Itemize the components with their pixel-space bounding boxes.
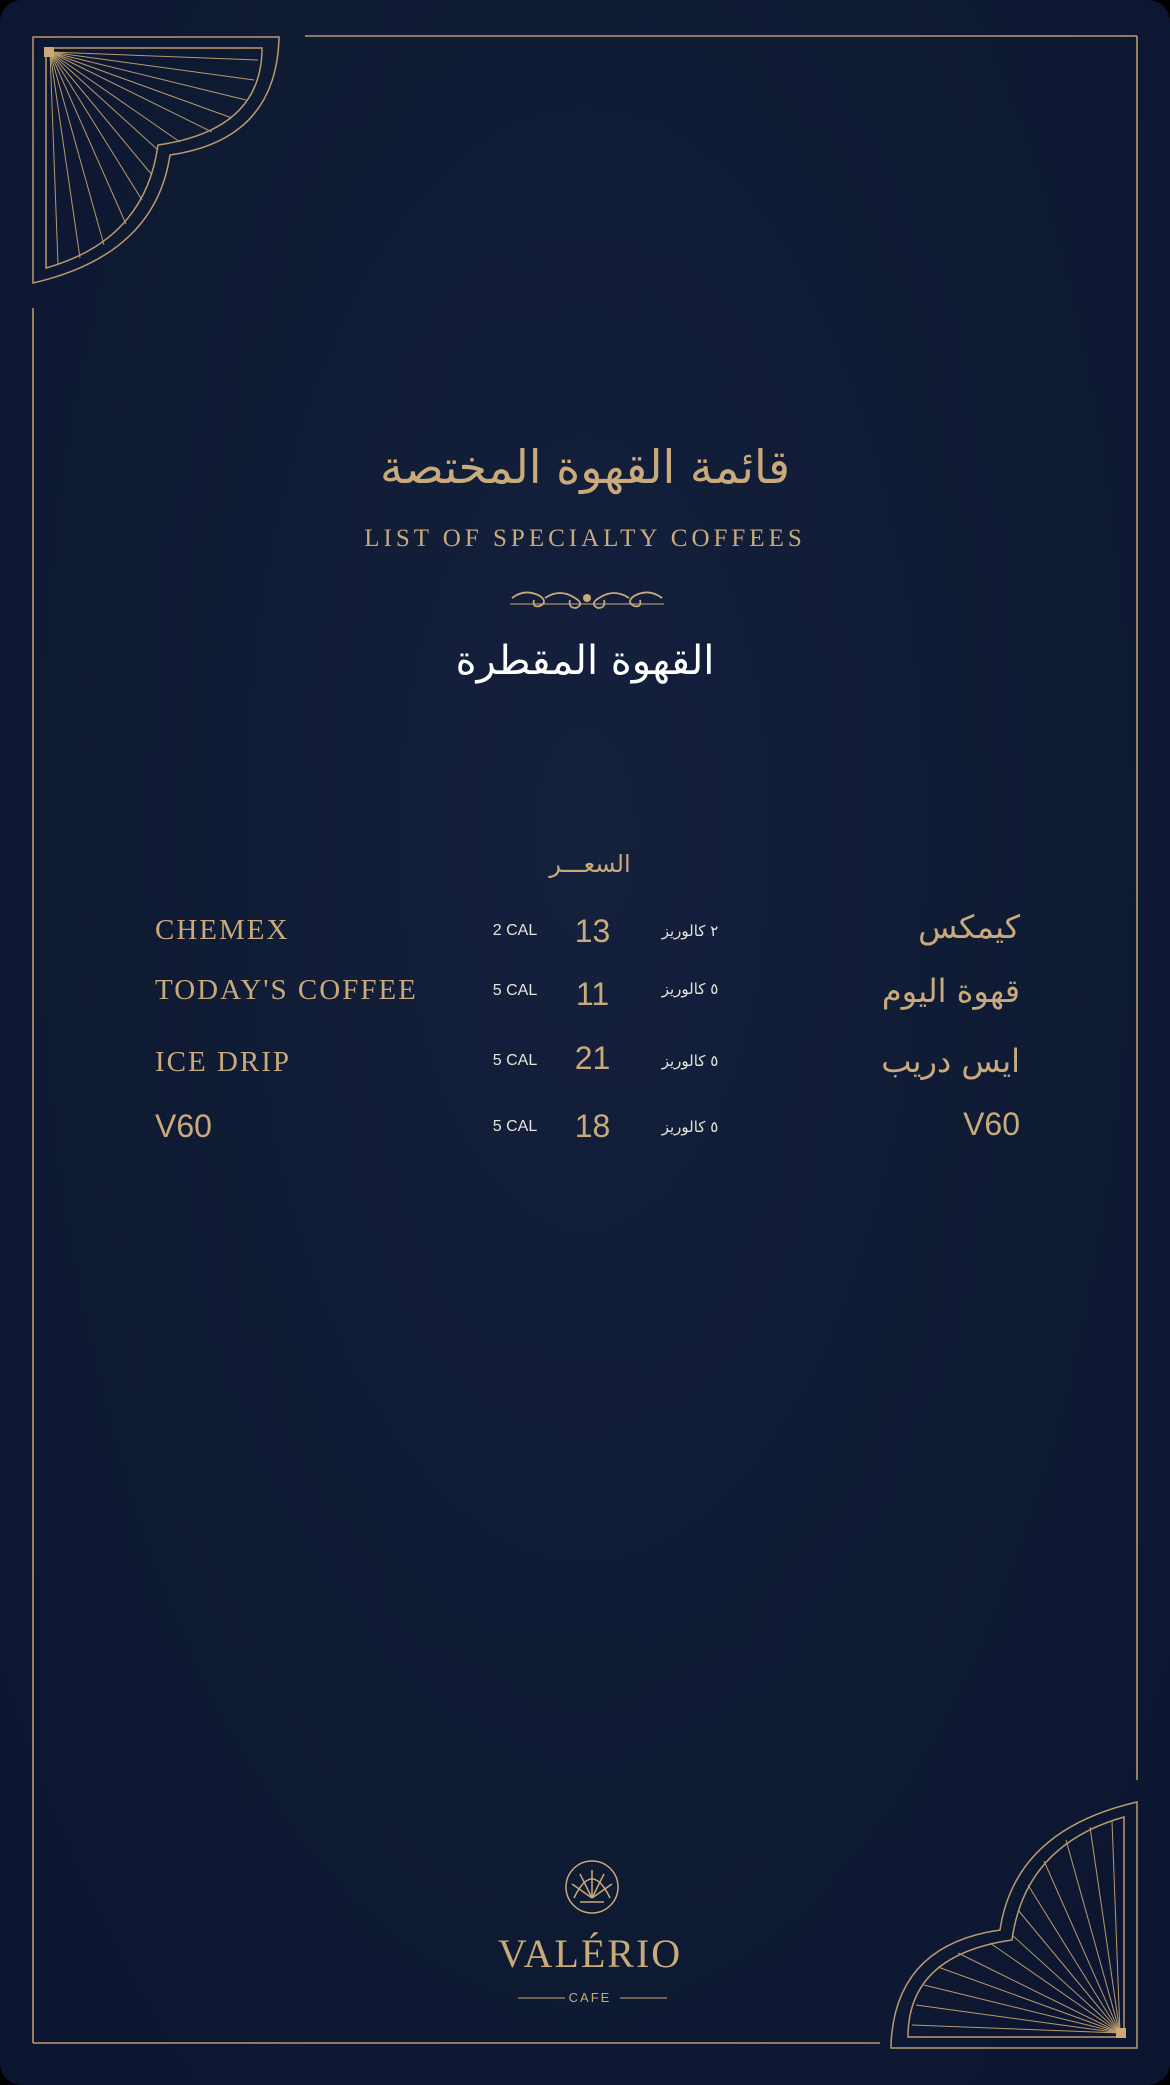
price-column-header: السعـــر (549, 850, 631, 878)
scroll-flourish-icon (510, 592, 664, 608)
menu-title-english: LIST OF SPECIALTY COFFEES (364, 525, 806, 552)
item-name-english: ICE DRIP (155, 1046, 292, 1078)
brand-subtitle: CAFE (568, 1990, 612, 2005)
shell-logo-icon (566, 1861, 618, 1913)
item-calories-arabic: ٥ كالوريز (661, 1052, 719, 1070)
item-price: 21 (574, 1040, 611, 1076)
item-name-english: V60 (155, 1108, 212, 1144)
menu-title-arabic: قائمة القهوة المختصة (380, 440, 790, 494)
item-calories-english: 5 CAL (492, 1118, 538, 1135)
item-price: 11 (575, 976, 610, 1012)
brand-name: VALÉRIO (497, 1931, 683, 1976)
item-name-arabic: قهوة اليوم (881, 972, 1020, 1010)
item-calories-english: 5 CAL (492, 1052, 538, 1069)
menu-item-row (0, 968, 1170, 1028)
item-calories-arabic: ٢ كالوريز (661, 922, 719, 940)
item-name-english: CHEMEX (155, 914, 290, 946)
item-calories-english: 2 CAL (492, 922, 538, 939)
corner-fan-top-left-icon (33, 37, 279, 283)
item-name-english: TODAY'S COFFEE (155, 974, 418, 1006)
item-price: 18 (574, 1108, 611, 1144)
item-name-arabic: ايس دريب (881, 1042, 1020, 1080)
item-calories-arabic: ٥ كالوريز (661, 1118, 719, 1136)
item-name-arabic: كيمكس (918, 908, 1020, 946)
section-title-drip-coffee: القهوة المقطرة (455, 638, 715, 684)
menu-item-row (0, 1102, 1170, 1162)
menu-item-row (0, 908, 1170, 968)
item-price: 13 (574, 913, 611, 949)
corner-fan-bottom-right-icon (891, 1802, 1137, 2048)
item-calories-arabic: ٥ كالوريز (661, 980, 719, 998)
item-calories-english: 5 CAL (492, 982, 538, 999)
menu-item-row (0, 1036, 1170, 1096)
item-name-arabic: V60 (963, 1106, 1020, 1142)
